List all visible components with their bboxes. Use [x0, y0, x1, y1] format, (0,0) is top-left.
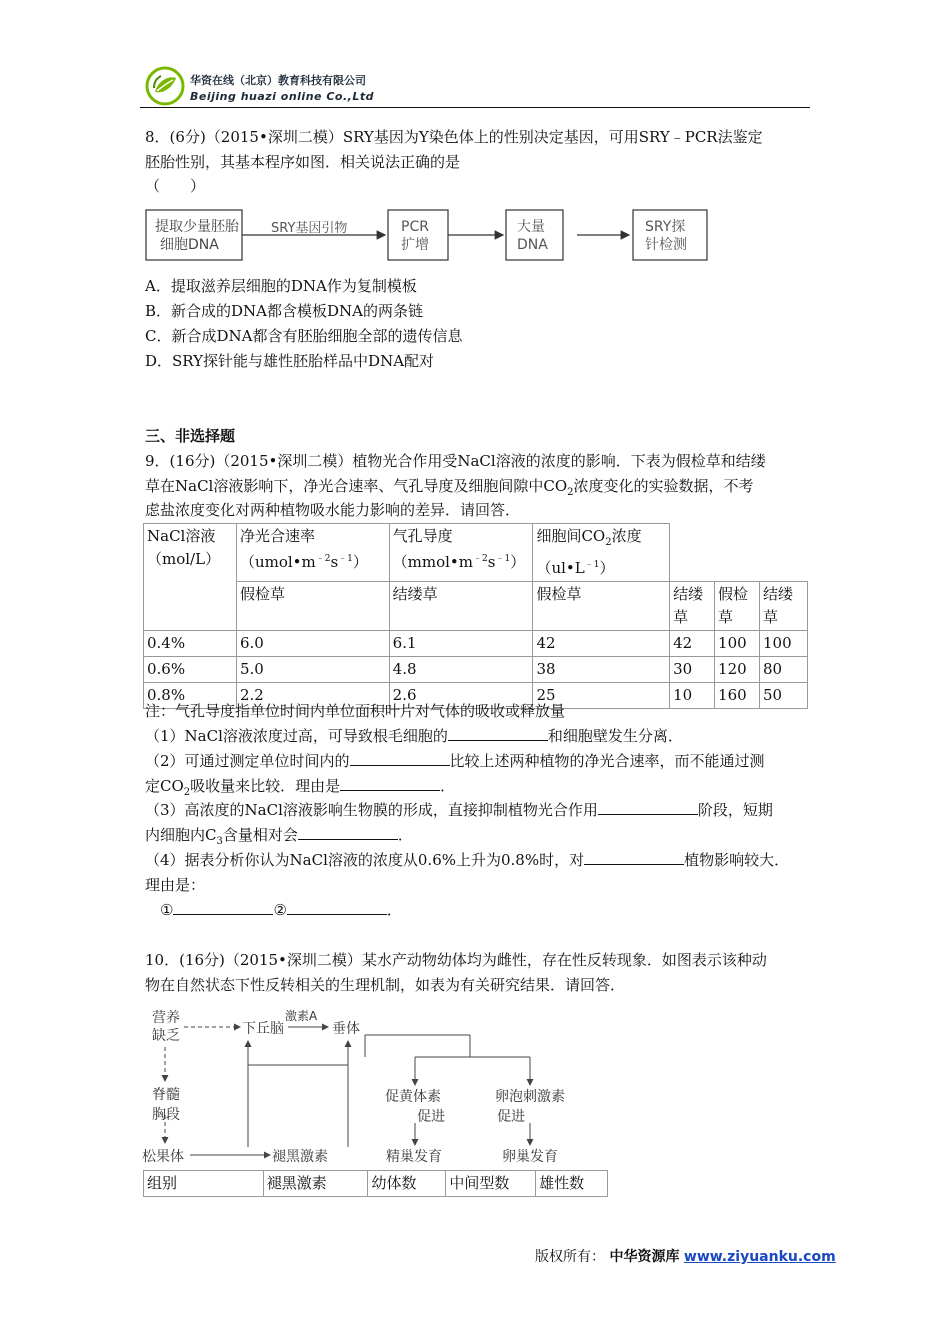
q9-sub1: （1）NaCl溶液浓度过高，可导致根毛细胞的 和细胞壁发生分离． — [145, 727, 683, 745]
flow-arrow1-label: SRY基因引物 — [271, 221, 348, 236]
table-cell: 0.8% — [144, 683, 237, 709]
logo-emblem-icon — [145, 66, 185, 106]
q8-line2: 胚胎性别，其基本程序如图．相关说法正确的是 — [145, 153, 461, 171]
node-melatonin: 褪黑激素 — [272, 1149, 328, 1165]
company-name-en: Beijing huazi online Co.,Ltd — [190, 90, 374, 103]
flow-box1-text: 提取少量胚胎 细胞DNA — [155, 219, 239, 253]
table-header-row — [144, 1171, 608, 1197]
footer-prefix: 版权所有： — [535, 1249, 605, 1265]
table-cell: 4.8 — [389, 657, 533, 683]
flow-box4-text: SRY探 针检测 — [645, 219, 687, 253]
table-subheader-row — [144, 582, 808, 631]
q9-line2: 草在NaCl溶液影响下，净光合速率、气孔导度及细胞间隙中$CO_2$浓度变化的实验数据，不考 — [145, 477, 754, 498]
header-co2: 细胞间$CO_2$浓度 $(ul•L^{﹣1})$ — [533, 524, 670, 582]
table-cell: 0.6% — [144, 657, 237, 683]
table-cell: 5.0 — [236, 657, 389, 683]
q8-option-c: C．新合成DNA都含有胚胎细胞全部的遗传信息 — [145, 327, 463, 345]
flow-box2-text: PCR 扩增 — [401, 219, 429, 253]
table-row — [144, 631, 808, 657]
q9-line3: 虑盐浓度变化对两种植物吸水能力影响的差异．请回答． — [145, 501, 521, 519]
subheader-cell: 结缕 草 — [760, 582, 808, 631]
table-cell: 10 — [670, 683, 715, 709]
subheader-cell: 假检草 — [533, 582, 670, 631]
node-lh: 促黄体素 促进 — [385, 1089, 445, 1125]
node-pituitary: 垂体 — [332, 1021, 360, 1037]
header-stomatal: 气孔导度 $(mmol•m^{﹣2}s^{﹣1})$ — [389, 524, 533, 582]
q8-flowchart — [145, 205, 715, 267]
table-header-cell: 中间型数 — [446, 1171, 536, 1197]
node-testis: 精巢发育 — [386, 1149, 442, 1165]
q10-line1: 10．(16分)（2015•深圳二模）某水产动物幼体均为雌性，存在性反转现象．如图表示该种动 — [145, 951, 767, 969]
q9-sub4-reason: 理由是： — [145, 876, 206, 894]
answer-blank[interactable] — [584, 850, 684, 865]
table-cell: 120 — [715, 657, 760, 683]
table-cell: 30 — [670, 657, 715, 683]
node-spinal: 脊髓 胸段 — [152, 1087, 180, 1123]
subheader-cell: 假检草 — [236, 582, 389, 631]
q9-sub4: （4）据表分析你认为NaCl溶液的浓度从0.6%上升为0.8%时，对 植物影响较大． — [145, 851, 790, 869]
q9-sub2-cont: 定$CO_2$吸收量来比较．理由是 ． — [145, 777, 456, 798]
q10-line2: 物在自然状态下性反转相关的生理机制，如表为有关研究结果．请回答． — [145, 976, 626, 994]
q8-option-d: D．SRY探针能与雄性胚胎样品中DNA配对 — [145, 352, 435, 370]
node-pineal: 松果体 — [142, 1149, 184, 1165]
q9-note: 注：气孔导度指单位时间内单位面积叶片对气体的吸收或释放量 — [145, 702, 566, 720]
q9-table — [143, 523, 808, 709]
q8-line1: 8．(6分)（2015•深圳二模）SRY基因为Y染色体上的性别决定基因，可用SRY﹣PCR法鉴定 — [145, 128, 763, 146]
company-name-cn: 华资在线（北京）教育科技有限公司 — [190, 74, 366, 87]
q9-sub3-cont: 内细胞内$C_3$含量相对会 ． — [145, 826, 413, 847]
q8-option-a: A．提取滋养层细胞的DNA作为复制模板 — [145, 277, 417, 295]
subheader-cell: 结缕草 — [389, 582, 533, 631]
table-header-cell: 雄性数 — [536, 1171, 608, 1197]
header-rule — [140, 107, 810, 108]
label-hormone-a: 激素A — [285, 1009, 318, 1023]
table-header-row — [144, 524, 808, 582]
table-cell: 2.2 — [236, 683, 389, 709]
answer-blank[interactable] — [340, 776, 440, 791]
q9-line1: 9．(16分)（2015•深圳二模）植物光合作用受NaCl溶液的浓度的影响．下表为假检草和结缕 — [145, 452, 766, 470]
answer-blank[interactable] — [350, 751, 450, 766]
table-cell: 100 — [760, 631, 808, 657]
subheader-cell: 结缕 草 — [670, 582, 715, 631]
footer-brand: 中华资源库 — [609, 1249, 680, 1265]
table-cell: 38 — [533, 657, 670, 683]
header-net-rate: 净光合速率 $(umol•m^{﹣2}s^{﹣1})$ — [236, 524, 389, 582]
flow-box3-text: 大量 DNA — [517, 219, 548, 253]
table-header-cell: 幼体数 — [368, 1171, 446, 1197]
footer-link[interactable]: www.ziyuanku.com — [683, 1249, 836, 1265]
node-hypothalamus: 下丘脑 — [242, 1021, 284, 1037]
table-cell: 100 — [715, 631, 760, 657]
table-header-cell: 褪黑激素 — [263, 1171, 368, 1197]
table-cell: 42 — [670, 631, 715, 657]
table-header-cell: 组别 — [144, 1171, 264, 1197]
answer-blank[interactable] — [598, 800, 698, 815]
q8-line3: （ ） — [145, 177, 206, 195]
table-cell: 42 — [533, 631, 670, 657]
q9-sub2: （2）可通过测定单位时间内的 比较上述两种植物的净光合速率，而不能通过测 — [145, 752, 765, 770]
node-nutrition: 营养 缺乏 — [152, 1010, 180, 1044]
table-cell: 80 — [760, 657, 808, 683]
footer — [535, 1246, 836, 1266]
table-row — [144, 657, 808, 683]
q9-sub3: （3）高浓度的NaCl溶液影响生物膜的形成，直接抑制植物光合作用 阶段，短期 — [145, 801, 773, 819]
table-cell: 2.6 — [389, 683, 533, 709]
table-cell: 160 — [715, 683, 760, 709]
q9-sub4-answers: ① ② ． — [160, 901, 402, 919]
table-cell: 6.1 — [389, 631, 533, 657]
node-fsh: 卵泡刺激素 促进 — [495, 1089, 565, 1125]
header-nacl: NaCl溶液 （mol/L） — [144, 524, 237, 631]
table-cell: 50 — [760, 683, 808, 709]
header-logo — [145, 66, 185, 106]
q10-diagram — [140, 1005, 600, 1170]
answer-blank[interactable] — [173, 900, 273, 915]
answer-blank[interactable] — [298, 825, 398, 840]
q8-option-b: B．新合成的DNA都含模板DNA的两条链 — [145, 302, 423, 320]
subheader-cell: 假检 草 — [715, 582, 760, 631]
answer-blank[interactable] — [287, 900, 387, 915]
table-cell: 0.4% — [144, 631, 237, 657]
answer-blank[interactable] — [448, 726, 548, 741]
q10-table — [143, 1170, 608, 1197]
table-cell: 25 — [533, 683, 670, 709]
section-heading: 三、非选择题 — [145, 427, 236, 445]
node-ovary: 卵巢发育 — [502, 1149, 558, 1165]
table-cell: 6.0 — [236, 631, 389, 657]
